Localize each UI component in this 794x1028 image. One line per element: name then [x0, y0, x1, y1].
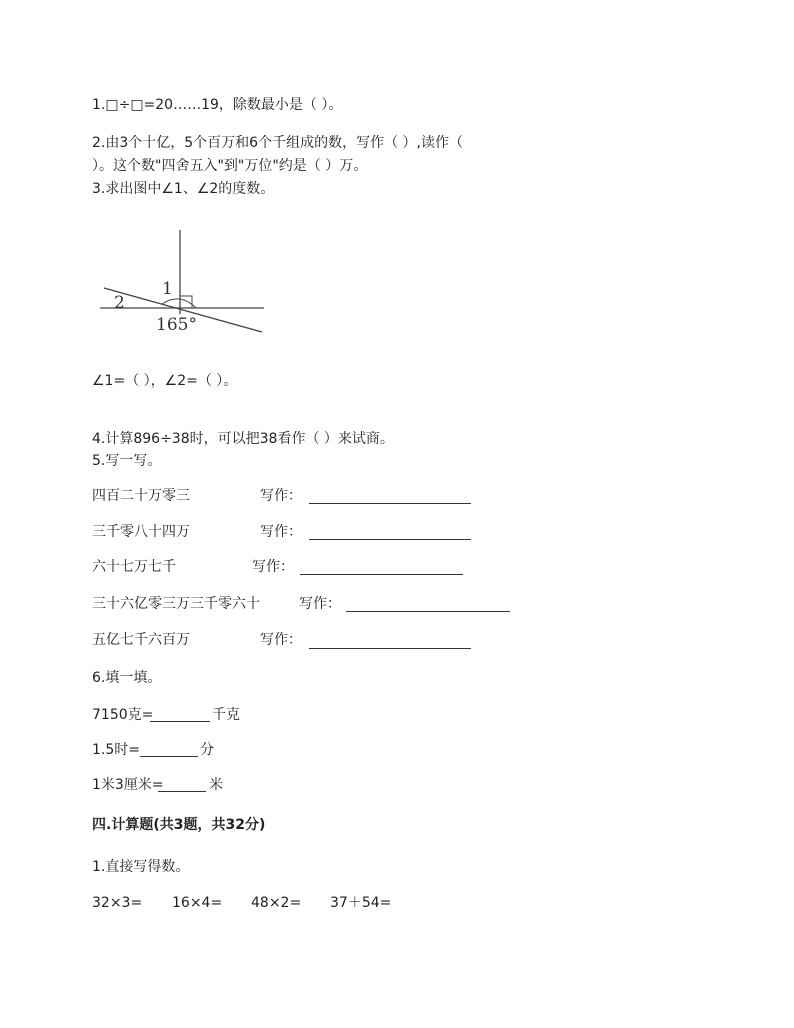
write-row-2-text: 三千零八十四万	[92, 524, 190, 540]
write-row-5-text: 五亿七千六百万	[92, 632, 190, 648]
calc-item-4: 37＋54=	[330, 895, 392, 911]
write-row-2-label: 写作：	[260, 524, 302, 540]
angle-figure	[96, 222, 276, 342]
angle-1-label: 1	[162, 279, 173, 299]
fill-row-1-left: 7150克=	[92, 707, 154, 723]
write-row-3-text: 六十七万七千	[92, 559, 176, 575]
write-row-3-label: 写作：	[252, 559, 294, 575]
angle-arc	[162, 299, 196, 308]
write-row-5-label: 写作：	[260, 632, 302, 648]
write-row-4-blank[interactable]	[346, 611, 510, 612]
write-row-1-text: 四百二十万零三	[92, 488, 190, 504]
q6: 6.填一填。	[92, 670, 162, 686]
write-row-4-text: 三十六亿零三万三千零六十	[92, 596, 260, 612]
section-title: 四.计算题(共3题，共32分)	[92, 817, 266, 833]
c1: 1.直接写得数。	[92, 859, 190, 875]
angle-165-label: 165°	[156, 315, 197, 335]
fill-row-1-unit: 千克	[212, 707, 240, 723]
write-row-2-blank[interactable]	[309, 539, 471, 540]
fill-row-1-blank[interactable]	[150, 721, 210, 722]
q1: 1.□÷□=20……19，除数最小是（ ）。	[92, 97, 343, 113]
write-row-1-blank[interactable]	[309, 503, 471, 504]
calc-item-3: 48×2=	[251, 895, 302, 911]
fill-row-3-blank[interactable]	[158, 791, 206, 792]
fill-row-3-unit: 米	[209, 777, 223, 793]
write-row-1-label: 写作：	[260, 488, 302, 504]
fill-row-2-blank[interactable]	[140, 756, 198, 757]
calc-item-1: 32×3=	[92, 895, 143, 911]
right-angle-mark	[180, 296, 192, 308]
q5: 5.写一写。	[92, 453, 162, 469]
q3-answer: ∠1=（ ），∠2=（ ）。	[92, 373, 238, 389]
q3: 3.求出图中∠1、∠2的度数。	[92, 181, 275, 197]
fill-row-3-left: 1米3厘米=	[92, 777, 164, 793]
write-row-5-blank[interactable]	[309, 648, 471, 649]
fill-row-2-left: 1.5时=	[92, 742, 140, 758]
angle-2-label: 2	[114, 293, 125, 313]
q4: 4.计算896÷38时，可以把38看作（ ）来试商。	[92, 431, 394, 447]
q2-line1: 2.由3个十亿，5个百万和6个千组成的数，写作（ ）,读作（	[92, 135, 463, 151]
q2-line2: ）。这个数"四舍五入"到"万位"约是（ ）万。	[92, 158, 368, 174]
write-row-4-label: 写作：	[299, 596, 341, 612]
write-row-3-blank[interactable]	[300, 574, 463, 575]
calc-item-2: 16×4=	[172, 895, 223, 911]
fill-row-2-unit: 分	[200, 742, 214, 758]
